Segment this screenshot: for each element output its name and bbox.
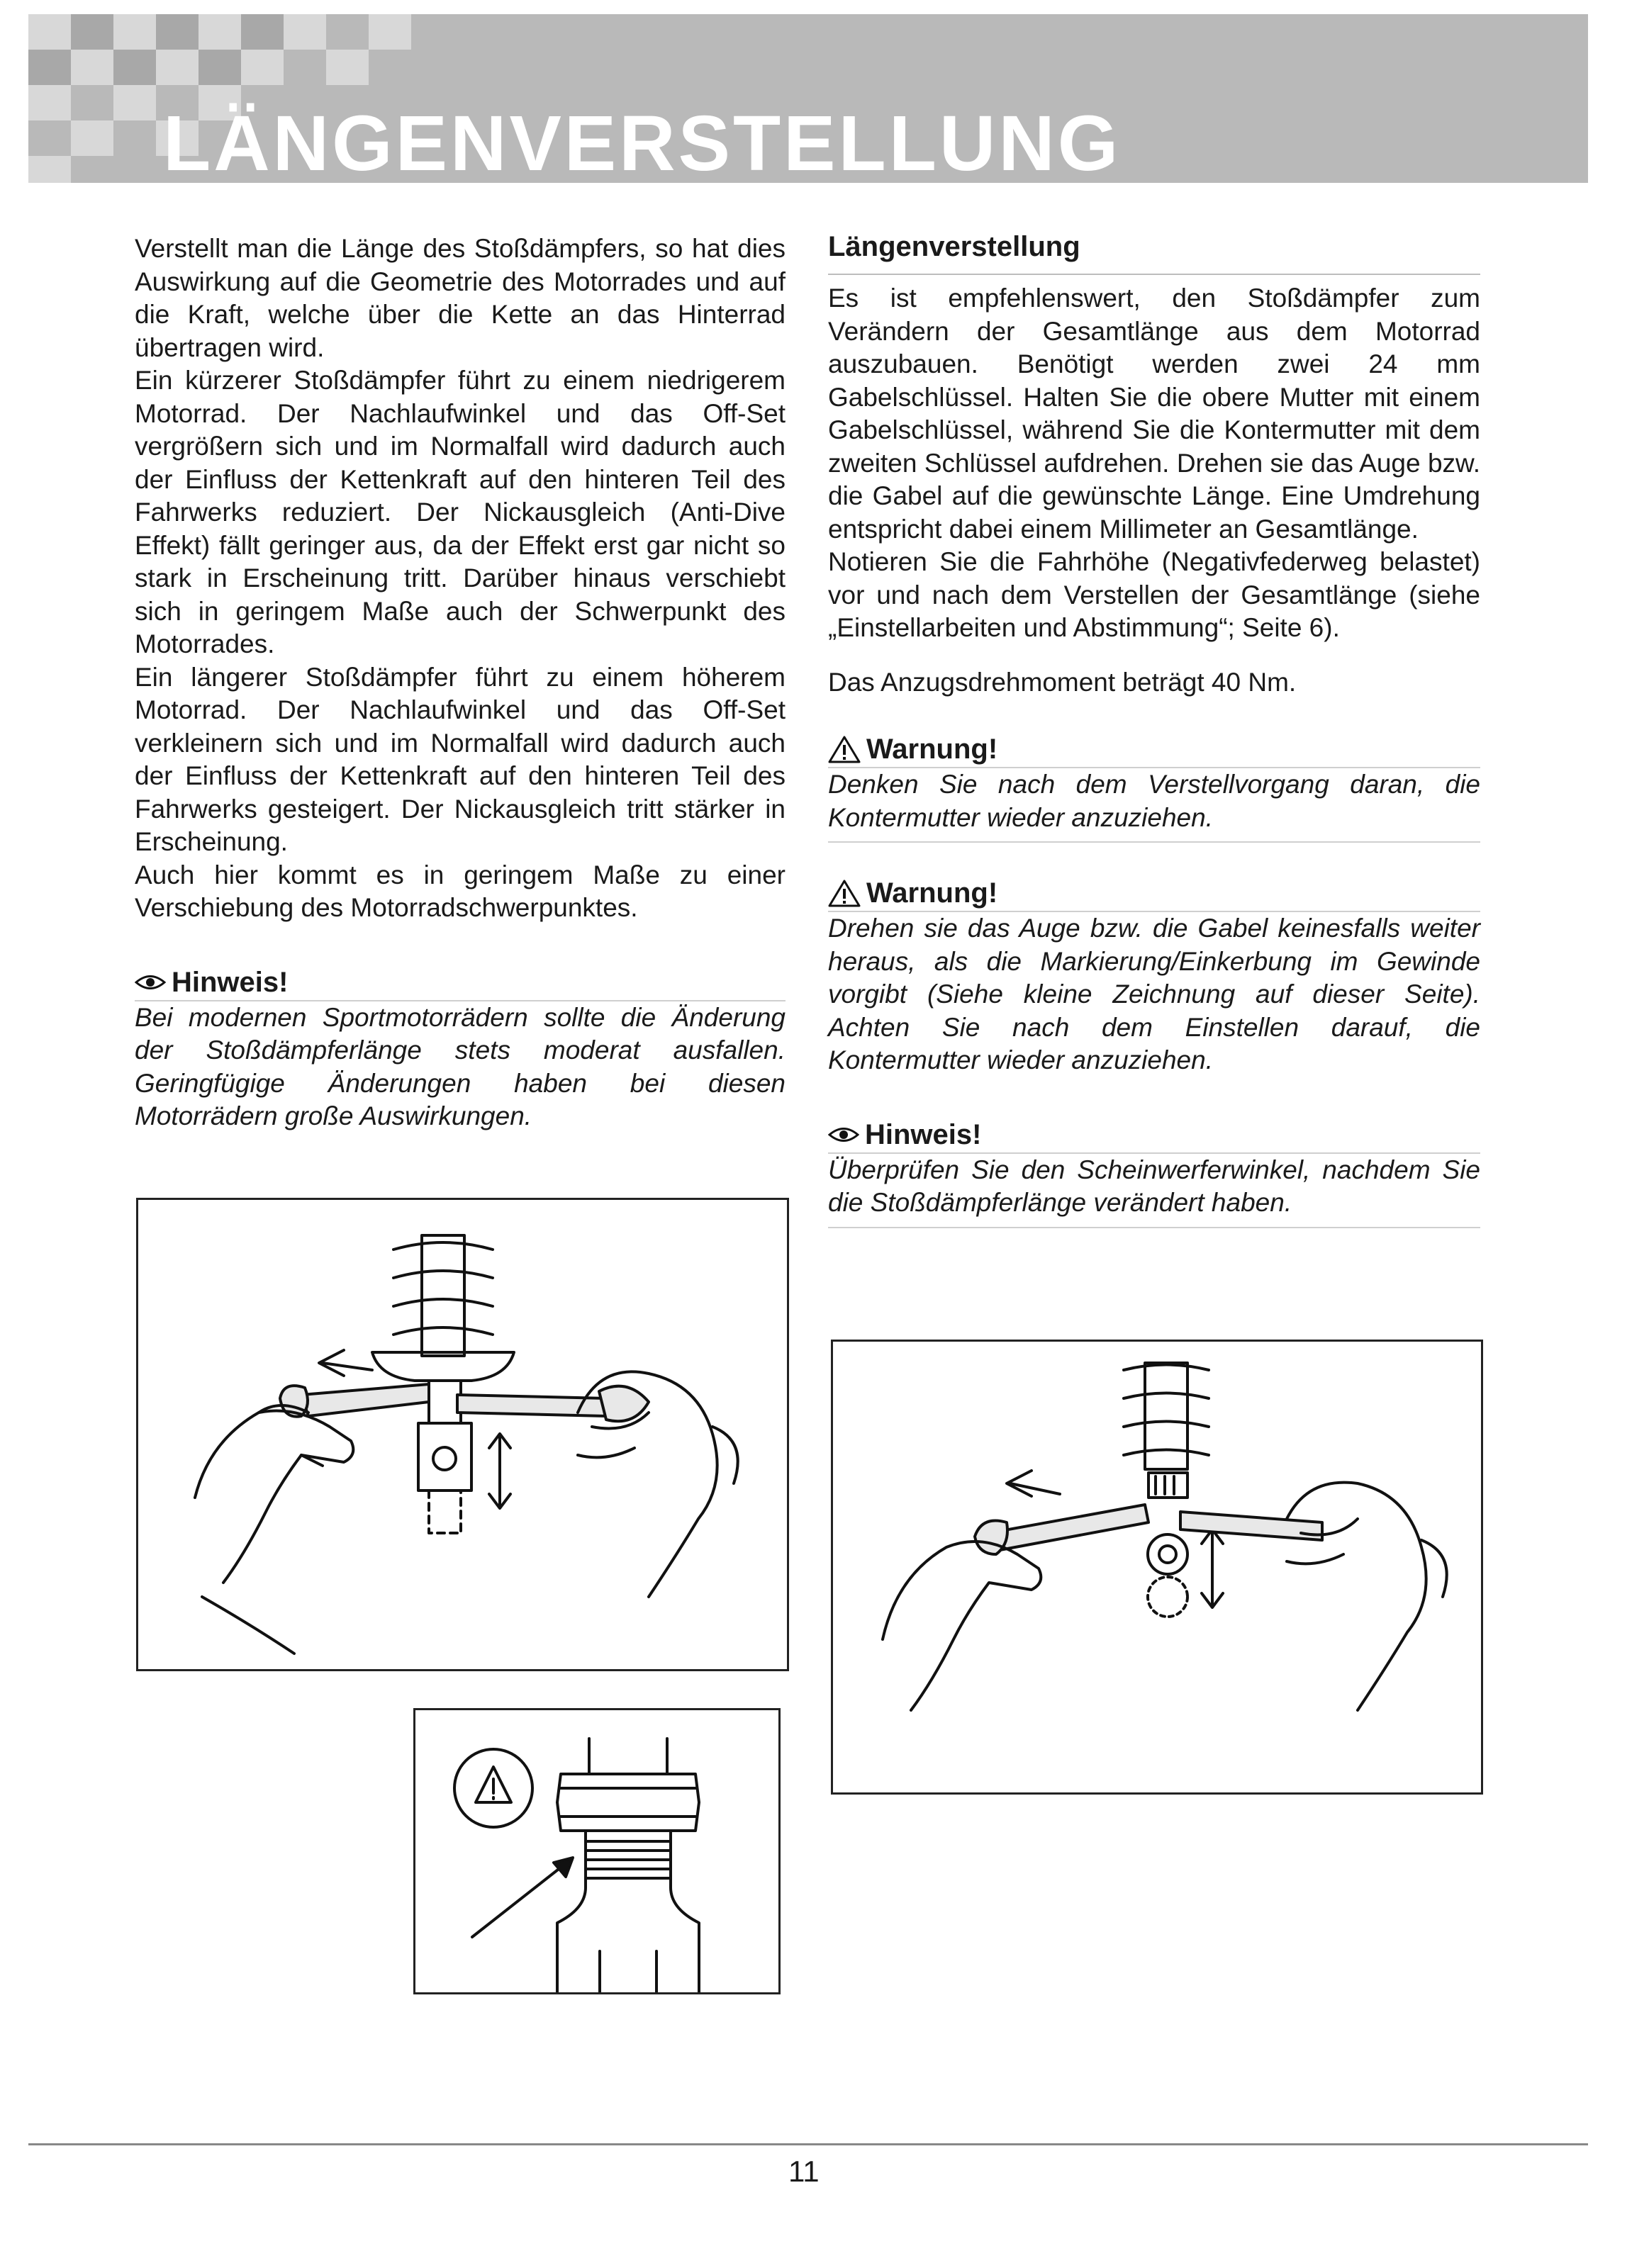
page-title: LÄNGENVERSTELLUNG [163,100,1122,183]
shorter-shock-paragraph: Ein kürzerer Stoßdämpfer führt zu einem niedrigerem Motorrad. Der Nachlaufwinkel und das Off-Set vergrößern sich und im Normalfall wird dadurch auch der Einfluss der Kettenkraft auf den hinteren Teil des Fahrwerks reduziert. Der Nickausgleich (Anti-Dive Effekt) fällt geringer aus, da der Effekt erst gar nicht so stark in Erscheinung tritt. Darüber hinaus verschiebt sich in geringem Maße auch der Schwerpunkt des Motorrades. [135,366,786,658]
left-column [135,232,786,1140]
warning-text-1: Denken Sie nach dem Verstellvorgang daran, die Kontermutter wieder anzuziehen. [828,768,1480,843]
thread-detail-drawing [415,1710,778,1992]
warning-text-2: Drehen sie das Auge bzw. die Gabel keinesfalls weiter heraus, als die Markierung/Einkerbung im Gewinde vorgibt (Siehe kleine Zeichnung auf dieser Seite). Achten Sie nach dem Einstellen darauf, die Kontermutter wieder anzuziehen. [828,914,1480,1074]
hint-title: Hinweis! [172,966,289,998]
right-column [828,227,1480,1228]
eye-icon [828,1125,859,1144]
torque-paragraph: Das Anzugsdrehmoment beträgt 40 Nm. [828,667,1297,697]
warning-title-1: Warnung! [866,734,998,765]
hint-heading-right [828,1117,1480,1154]
ride-height-paragraph: Notieren Sie die Fahrhöhe (Negativfederweg belastet) vor und nach dem Verstellen der Gesamtlänge (siehe „Einstellarbeiten und Abstimmung“; Seite 6). [828,547,1480,642]
intro-paragraph: Verstellt man die Länge des Stoßdämpfers, so hat dies Auswirkung auf die Geometrie des Motorrades und auf die Kraft, welche über die Kette an das Hinterrad übertragen wird. [135,234,786,362]
longer-shock-paragraph: Ein längerer Stoßdämpfer führt zu einem höherem Motorrad. Der Nachlaufwinkel und das Off-Set verkleinern sich und im Normalfall wird dadurch auch der Einfluss der Kettenkraft auf den hinteren Teil des Fahrwerks gesteigert. Der Nickausgleich tritt stärker in Erscheinung. [135,662,786,856]
warning-heading-2 [828,875,1480,912]
warning-triangle-icon [828,735,861,763]
shock-absorber-drawing [138,1200,787,1669]
warning-heading-1 [828,731,1480,768]
hint-text-right: Überprüfen Sie den Scheinwerferwinkel, nachdem Sie die Stoßdämpferlänge verändert haben. [828,1154,1480,1228]
eye-icon [135,973,166,992]
center-of-gravity-paragraph: Auch hier kommt es in geringem Maße zu einer Verschiebung des Motorradschwerpunktes. [135,860,786,922]
procedure-paragraph: Es ist empfehlenswert, den Stoßdämpfer zum Verändern der Gesamtlänge aus dem Motorrad auszubauen. Benötigt werden zwei 24 mm Gabelschlüssel. Halten Sie die obere Mutter mit einem Gabelschlüssel, während Sie die Kontermutter mit dem zweiten Schlüssel aufdrehen. Drehen sie das Auge bzw. die Gabel auf die gewünschte Länge. Eine Umdrehung entspricht dabei einem Millimeter an Gesamtlänge. [828,284,1480,544]
hint-heading [135,965,786,1001]
hint-text: Bei modernen Sportmotorrädern sollte die Änderung der Stoßdämpferlänge stets moderat ausfallen. Geringfügige Änderungen haben bei diesen Motorrädern große Auswirkungen. [135,1002,786,1130]
wrench-illustration-right [831,1340,1483,1795]
hint-title-right: Hinweis! [865,1118,982,1150]
warning-title-2: Warnung! [866,877,998,909]
page-number: 11 [788,2155,820,2188]
header-banner [28,14,1588,183]
thread-marking-detail [413,1708,781,1994]
warning-triangle-icon [828,879,861,907]
wrench-illustration-left [136,1198,789,1671]
shock-absorber-drawing [833,1342,1481,1792]
section-heading: Längenverstellung [828,227,1480,275]
footer-divider [28,2143,1588,2145]
